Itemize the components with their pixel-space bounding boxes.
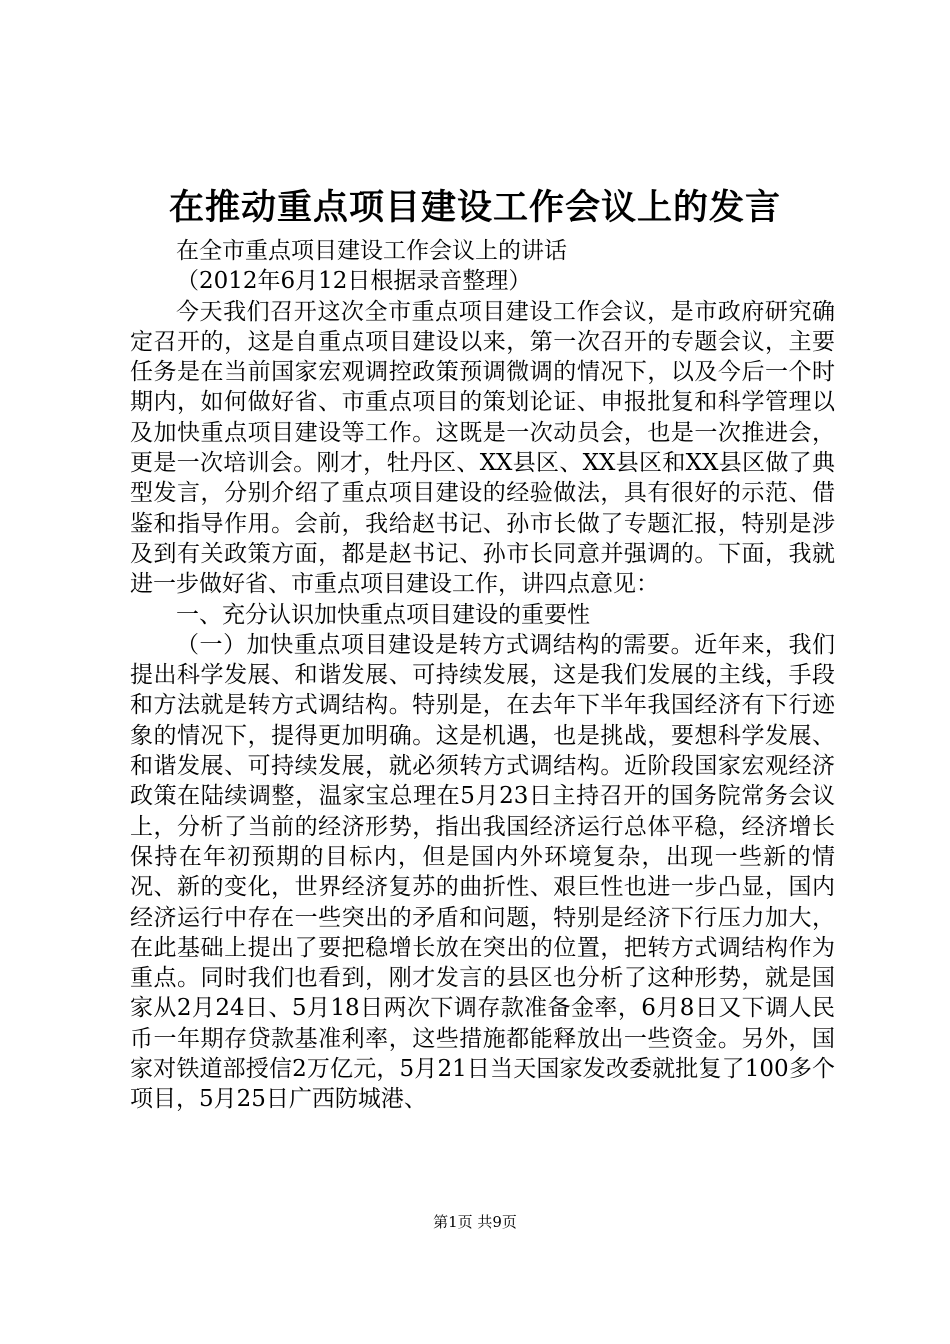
body-paragraph: （一）加快重点项目建设是转方式调结构的需要。近年来，我们提出科学发展、和谐发展、可持续发展，这是我们发展的主线，手段和方法就是转方式调结构。特别是，在去年下半年我国经济有下行迹象的情况下，提得更加明确。这是机遇，也是挑战，要想科学发展、和谐发展、可持续发展，就必须转方式调结构。近阶段国家宏观经济政策在陆续调整，温家宝总理在5月23日主持召开的国务院常务会议上，分析了当前的经济形势，指出我国经济运行总体平稳，经济增长保持在年初预期的目标内，但是国内外环境复杂，出现一些新的情况、新的变化，世界经济复苏的曲折性、艰巨性也进一步凸显，国内经济运行中存在一些突出的矛盾和问题，特别是经济下行压力加大，在此基础上提出了要把稳增长放在突出的位置，把转方式调结构作为重点。同时我们也看到，刚才发言的县区也分析了这种形势，就是国家从2月24日、5月18日两次下调存款准备金率，6月8日又下调人民币一年期存贷款基准利率，这些措施都能释放出一些资金。另外，国家对铁道部授信2万亿元，5月21日当天国家发改委就批复了100多个项目，5月25日广西防城港、 [130, 631, 835, 1113]
body-paragraph: 今天我们召开这次全市重点项目建设工作会议，是市政府研究确定召开的，这是自重点项目建设以来，第一次召开的专题会议，主要任务是在当前国家宏观调控政策预调微调的情况下，以及今后一个时期内，如何做好省、市重点项目的策划论证、申报批复和科学管理以及加快重点项目建设等工作。这既是一次动员会，也是一次推进会，更是一次培训会。刚才，牡丹区、XX县区、XX县区和XX县区做了典型发言，分别介绍了重点项目建设的经验做法，具有很好的示范、借鉴和指导作用。会前，我给赵书记、孙市长做了专题汇报，特别是涉及到有关政策方面，都是赵书记、孙市长同意并强调的。下面，我就进一步做好省、市重点项目建设工作，讲四点意见： [130, 298, 835, 598]
document-title: 在推动重点项目建设工作会议上的发言 [168, 187, 781, 228]
date-note-paragraph: （2012年6月12日根据录音整理） [176, 268, 532, 295]
page-footer: 第1页 共9页 [433, 1213, 517, 1231]
subtitle-paragraph: 在全市重点项目建设工作会议上的讲话 [176, 238, 567, 264]
document-body [130, 236, 835, 1115]
section-heading: 一、充分认识加快重点项目建设的重要性 [176, 601, 590, 628]
